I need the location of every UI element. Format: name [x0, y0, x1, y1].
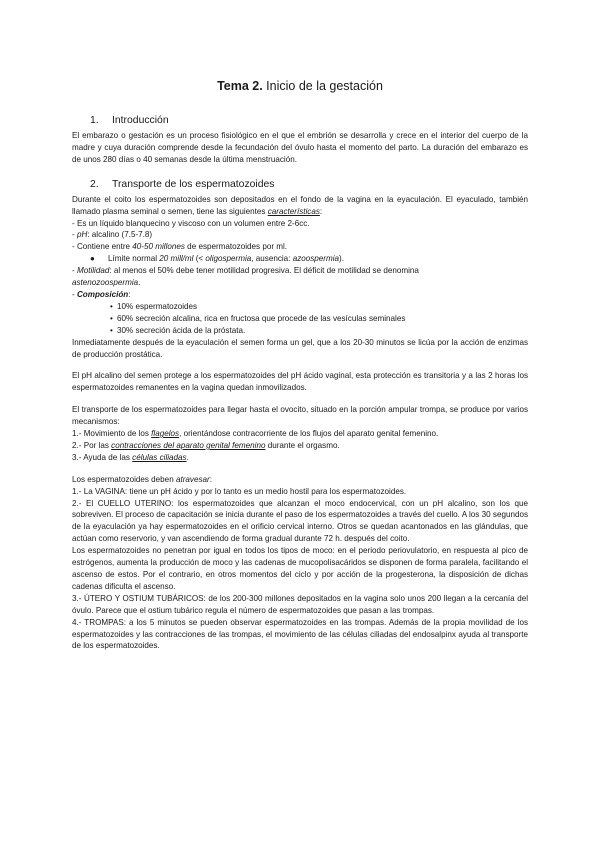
- cervix-paragraph: 2.- El CUELLO UTERINO: los espermatozoides que alcanzan el moco endocervical, con un pH alcalino, son los que sobreviven. El proceso de capacitación se inicia durante el paso de los espermatozoides a través del cuello. A los 30 segundos de la eyaculación ya hay espermatozoides en el orificio cervical interno. Otros se quedan acantonados en las glándulas, que actúan como reservorio, y van ascendiendo de forma gradual durante 72 h. después del coito.: [72, 498, 528, 544]
- title-prefix: Tema 2.: [217, 79, 263, 93]
- section-heading-introduction: [90, 114, 528, 127]
- composition-line: - Composición:: [72, 289, 131, 299]
- page-title: [72, 78, 528, 94]
- mucus-paragraph: Los espermatozoides no penetran por igual en todos los tipos de moco: en el periodo periovulatorio, en respuesta al pico de estrógenos, aumenta la producción de moco y las cadenas de mucopolisacáridos se disponen de forma paralela, facilitando el ascenso de estos. Por el contrario, en otros momentos del ciclo y por acción de la progesterona, la disposición de dichas cadenas dificulta el ascenso.: [72, 546, 528, 591]
- motility-line: - Motilidad: al menos el 50% debe tener motilidad progresiva. El déficit de motilidad se denomina astenozoospermia.: [72, 266, 419, 288]
- normal-limit-bullet: ● Límite normal 20 mill/ml (< oligospermia, ausencia: azoospermia).: [90, 254, 344, 264]
- section-number: 1.: [90, 115, 99, 126]
- title-text: Inicio de la gestación: [262, 79, 383, 93]
- bullet-icon: •: [110, 313, 113, 323]
- list-item: • 10% espermatozoides: [110, 301, 198, 311]
- contains-line: - Contiene entre 40-50 millones de espermatozoides por ml.: [72, 242, 288, 252]
- uterus-paragraph: 3.- ÚTERO Y OSTIUM TUBÁRICOS: de los 200-300 millones depositados en la vagina solo unos 200 llegan a la cercanía del óvulo. Parece que el ostium tubárico regula el número de espermatozoides que pasan a las trompas.: [72, 593, 528, 615]
- cross-intro: Los espermatozoides deben atravesar:: [72, 474, 212, 484]
- flagella-link[interactable]: flagelos: [151, 429, 180, 439]
- tubes-paragraph: 4.- TROMPAS: a los 5 minutos se pueden observar espermatozoides en las trompas. Además de la propia movilidad de los espermatozoides y las contracciones de las trompas, el movimiento de las células ciliadas del endosalpinx ayuda al transporte de los espermatozoides.: [72, 617, 528, 651]
- section-number: 2.: [90, 178, 99, 190]
- vagina-paragraph: 1.- La VAGINA: tiene un pH ácido y por lo tanto es un medio hostil para los espermatozoides.: [72, 486, 407, 496]
- bullet-icon: •: [110, 325, 113, 335]
- intro-paragraph: El embarazo o gestación es un proceso fisiológico en el que el embrión se desarrolla y crece en el interior del cuerpo de la madre y cuya duración comprende desde la fecundación del óvulo hasta el momento del parto. La duración del embarazo es de unos 280 días o 40 semanas desde la última menstruación.: [72, 131, 528, 164]
- ejaculation-paragraph: Durante el coito los espermatozoides son depositados en el fondo de la vagina en la eyaculación. El eyaculado, también llamado plasma seminal o semen, tiene las siguientes características:: [72, 194, 528, 216]
- mechanism-3: 3.- Ayuda de las células ciliadas.: [72, 452, 189, 462]
- mechanism-2: 2.- Por las contracciones del aparato genital femenino durante el orgasmo.: [72, 440, 340, 450]
- ph-protection-paragraph: El pH alcalino del semen protege a los espermatozoides del pH ácido vaginal, esta protección es transitoria y a las 2 horas los espermatozoides remanentes en la vagina quedan inmovilizados.: [72, 371, 528, 393]
- bullet-dot-icon: ●: [90, 254, 95, 264]
- list-item: • 60% secreción alcalina, rica en fructosa que procede de las vesículas seminales: [110, 313, 406, 323]
- liquefaction-paragraph: Inmediatamente después de la eyaculación el semen forma un gel, que a los 20-30 minutos se licúa por la acción de enzimas de producción prostática.: [72, 337, 528, 359]
- bullet-icon: •: [110, 301, 113, 311]
- mechanisms-paragraph: El transporte de los espermatozoides para llegar hasta el ovocito, situado en la porción ampular trompa, se produce por varios mecanismos:: [72, 405, 528, 427]
- contractions-link[interactable]: contracciones del aparato genital femenino: [111, 440, 266, 450]
- section-title: Introducción: [112, 115, 169, 126]
- characteristics-link[interactable]: características: [267, 206, 320, 216]
- ciliated-cells-link[interactable]: células ciliadas: [132, 452, 187, 462]
- section-title: Transporte de los espermatozoides: [112, 178, 275, 190]
- section-heading-transport: [90, 178, 528, 191]
- liquid-line: - Es un líquido blanquecino y viscoso con un volumen entre 2-6cc.: [72, 218, 310, 228]
- list-item: • 30% secreción ácida de la próstata.: [110, 325, 246, 335]
- ph-line: - pH: alcalino (7.5-7.8): [72, 230, 153, 240]
- mechanism-1: 1.- Movimiento de los flagelos, orientándose contracorriente de los flujos del aparato genital femenino.: [72, 429, 439, 439]
